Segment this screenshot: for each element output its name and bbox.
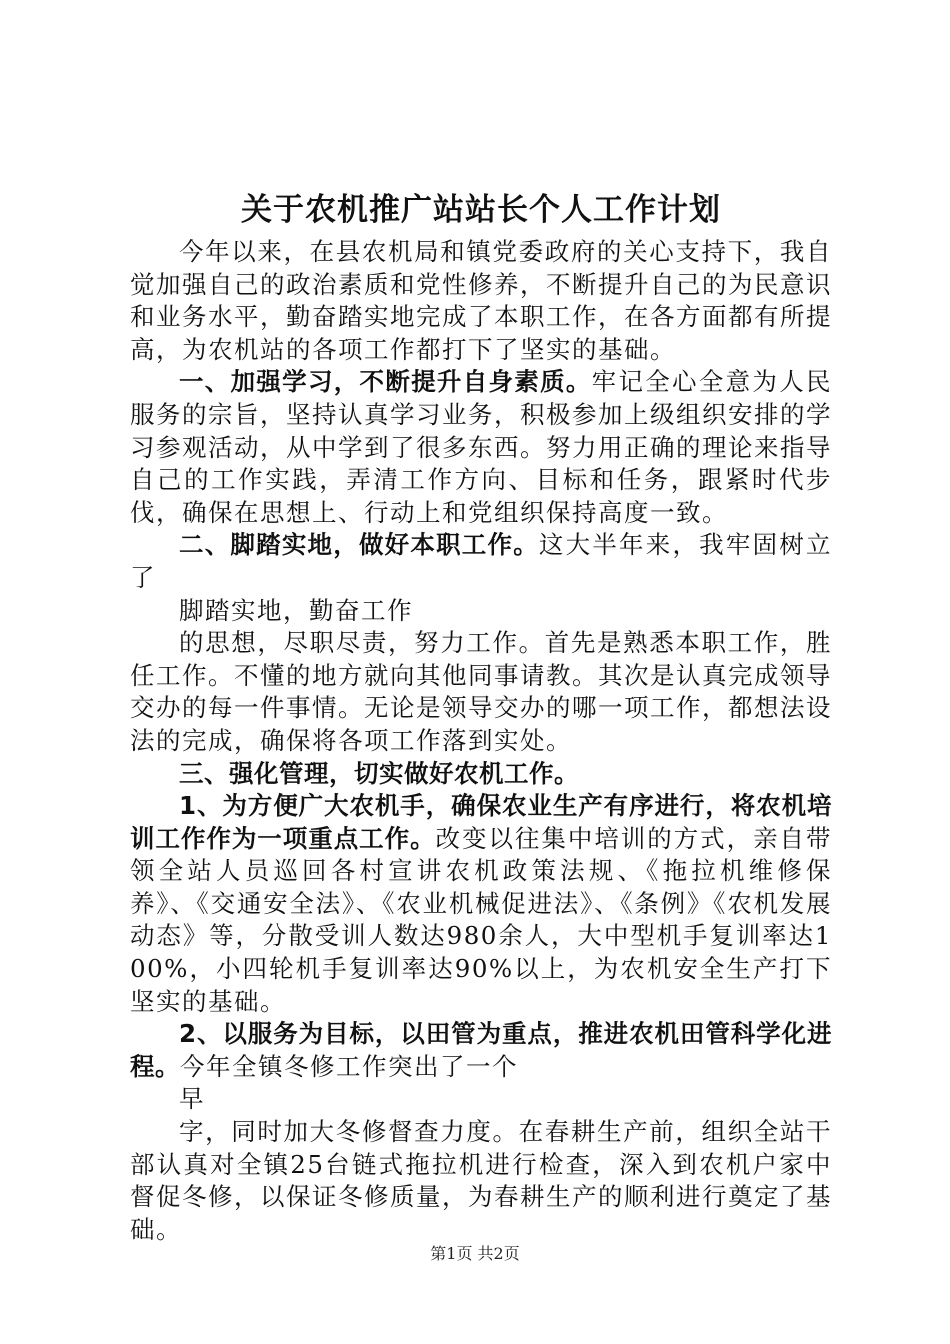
section-3-item-2-heading: 2、以服务为目标，以田管为重点，推进农机田管科学化进程。 <box>130 1019 832 1081</box>
section-3-heading: 三、强化管理，切实做好农机工作。 <box>179 758 579 788</box>
section-1-paragraph <box>130 366 832 529</box>
document-body <box>130 236 832 1246</box>
section-3-item-2-continuation: 字，同时加大冬修督查力度。在春耕生产前，组织全站干部认真对全镇25台链式拖拉机进行检查，深入到农机户家中督促冬修，以保证冬修质量，为春耕生产的顺利进行奠定了基础。 <box>130 1117 832 1244</box>
document-title: 关于农机推广站站长个人工作计划 <box>241 192 721 228</box>
section-3-item-2-quote: 早 <box>179 1084 205 1114</box>
section-3-item-2-text: 今年全镇冬修工作突出了一个 <box>180 1051 518 1081</box>
section-3-item-1 <box>130 790 832 1018</box>
section-2-paragraph <box>130 529 832 594</box>
section-2-continuation: 的思想，尽职尽责，努力工作。首先是熟悉本职工作，胜任工作。不懂的地方就向其他同事请教。其次是认真完成领导交办的每一件事情。无论是领导交办的哪一项工作，都想法设法的完成，确保将各项工作落到实处。 <box>130 628 832 755</box>
page-number-footer: 第1页 共2页 <box>430 1244 520 1263</box>
section-2-quote: 脚踏实地，勤奋工作 <box>179 595 413 625</box>
section-3-item-2 <box>130 1018 832 1083</box>
intro-paragraph: 今年以来，在县农机局和镇党委政府的关心支持下，我自觉加强自己的政治素质和党性修养，不断提升自己的为民意识和业务水平，勤奋踏实地完成了本职工作，在各方面都有所提高，为农机站的各项工作都打下了坚实的基础。 <box>130 237 832 364</box>
section-3-item-1-text: 改变以往集中培训的方式，亲自带领全站人员巡回各村宣讲农机政策法规、《拖拉机维修保养》、《交通安全法》、《农业机械促进法》、《条例》《农机发展动态》等，分散受训人数达980余人，大中型机手复训率达100%，小四轮机手复训率达90%以上，为农机安全生产打下坚实的基础。 <box>130 823 833 1016</box>
section-3-item-1-heading: 1、为方便广大农机手，确保农业生产有序进行，将农机培训工作作为一项重点工作。 <box>130 791 832 853</box>
section-1-heading: 一、加强学习，不断提升自身素质。 <box>179 367 592 397</box>
section-1-text: 牢记全心全意为人民服务的宗旨，坚持认真学习业务，积极参加上级组织安排的学习参观活动，从中学到了很多东西。努力用正确的理论来指导自己的工作实践，弄清工作方向、目标和任务，跟紧时代步伐，确保在思想上、行动上和党组织保持高度一致。 <box>130 367 833 527</box>
section-2-text: 这大半年来，我牢固树立了 <box>130 530 833 592</box>
section-2-heading: 二、脚踏实地，做好本职工作。 <box>179 530 539 560</box>
